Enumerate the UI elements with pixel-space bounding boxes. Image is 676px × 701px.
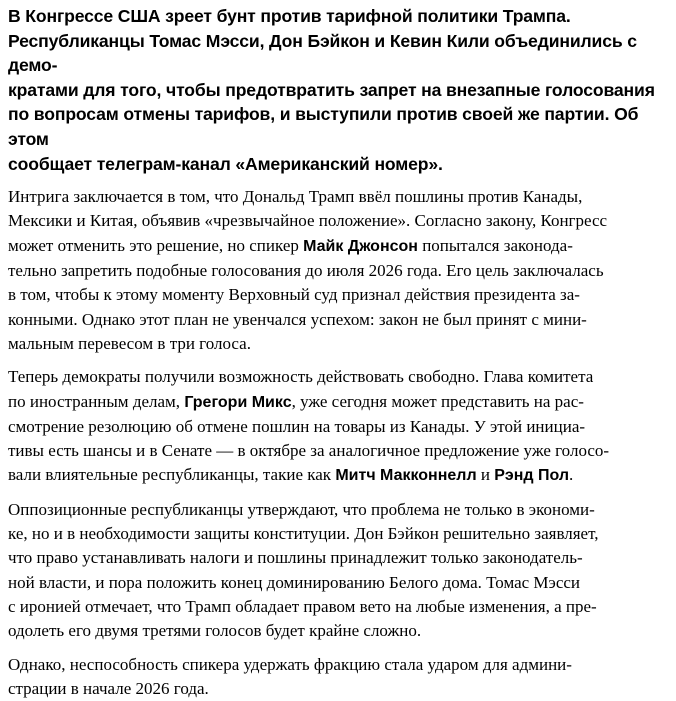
text-segment: Оппозиционные республиканцы утверждают, что проблема не только в экономи- [8,500,595,519]
text-line [8,522,668,546]
lead-line: по вопросам отмены тарифов, и выступили против своей же партии. Об этом [8,102,668,151]
lead-line: кратами для того, чтобы предотвратить запрет на внезапные голосования [8,78,668,103]
person-name: Митч Макконнелл [335,467,476,484]
lead-line: сообщает телеграм-канал «Американский номер». [8,152,668,177]
text-segment: Мексики и Китая, объявив «чрезвычайное положение». Согласно закону, Конгресс [8,211,607,230]
text-line [8,259,668,283]
text-line [8,365,668,389]
text-segment: Интрига заключается в том, что Дональд Трамп ввёл пошлины против Канады, [8,187,582,206]
text-line [8,415,668,439]
text-segment: попытался законода- [418,236,573,255]
text-segment: тивы есть шансы и в Сенате — в октябре за аналогичное предложение уже голосо- [8,441,609,460]
text-segment: одолеть его двумя третями голосов будет крайне сложно. [8,621,421,640]
text-line [8,234,668,259]
text-segment: с иронией отмечает, что Трамп обладает правом вето на любые изменения, а пре- [8,597,597,616]
text-segment: , уже сегодня может представить на рас- [292,392,584,411]
text-segment: мальным перевесом в три голоса. [8,334,251,353]
text-line [8,439,668,463]
text-line [8,308,668,332]
text-line [8,571,668,595]
text-line [8,185,668,209]
person-name: Рэнд Пол [494,467,569,484]
text-segment: Однако, неспособность спикера удержать фракцию стала ударом для админи- [8,655,572,674]
text-segment: смотрение резолюцию об отмене пошлин на товары из Канады. У этой инициа- [8,417,585,436]
paragraph [8,653,668,701]
text-segment: по иностранным делам, [8,392,184,411]
text-line [8,332,668,356]
text-segment: Теперь демократы получили возможность действовать свободно. Глава комитета [8,367,593,386]
text-segment: . [569,465,573,484]
text-line [8,677,668,701]
lead-line: Республиканцы Томас Мэсси, Дон Бэйкон и Кевин Кили объединились с демо- [8,29,668,78]
text-line [8,390,668,415]
text-line [8,209,668,233]
text-line [8,498,668,522]
text-segment: что право устанавливать налоги и пошлины принадлежит только законодатель- [8,548,583,567]
paragraph [8,365,668,488]
person-name: Грегори Микс [184,394,291,411]
text-segment: вали влиятельные республиканцы, такие как [8,465,335,484]
text-segment: может отменить это решение, но спикер [8,236,303,255]
text-segment: ной власти, и пора положить конец доминированию Белого дома. Томас Мэсси [8,573,580,592]
text-line [8,595,668,619]
lead-paragraph [8,4,668,176]
text-segment: тельно запретить подобные голосования до июля 2026 года. Его цель заключалась [8,261,604,280]
article-body [8,185,668,701]
text-segment: и [477,465,495,484]
paragraph [8,498,668,644]
text-line [8,653,668,677]
text-segment: страции в начале 2026 года. [8,679,209,698]
text-line [8,463,668,488]
text-segment: ке, но и в необходимости защиты конституции. Дон Бэйкон решительно заявляет, [8,524,599,543]
paragraph [8,185,668,356]
person-name: Майк Джонсон [303,238,418,255]
text-segment: в том, чтобы к этому моменту Верховный суд признал действия президента за- [8,285,580,304]
text-line [8,619,668,643]
text-line [8,546,668,570]
text-line [8,283,668,307]
text-segment: конными. Однако этот план не увенчался успехом: закон не был принят с мини- [8,310,587,329]
lead-line: В Конгрессе США зреет бунт против тарифной политики Трампа. [8,4,668,29]
